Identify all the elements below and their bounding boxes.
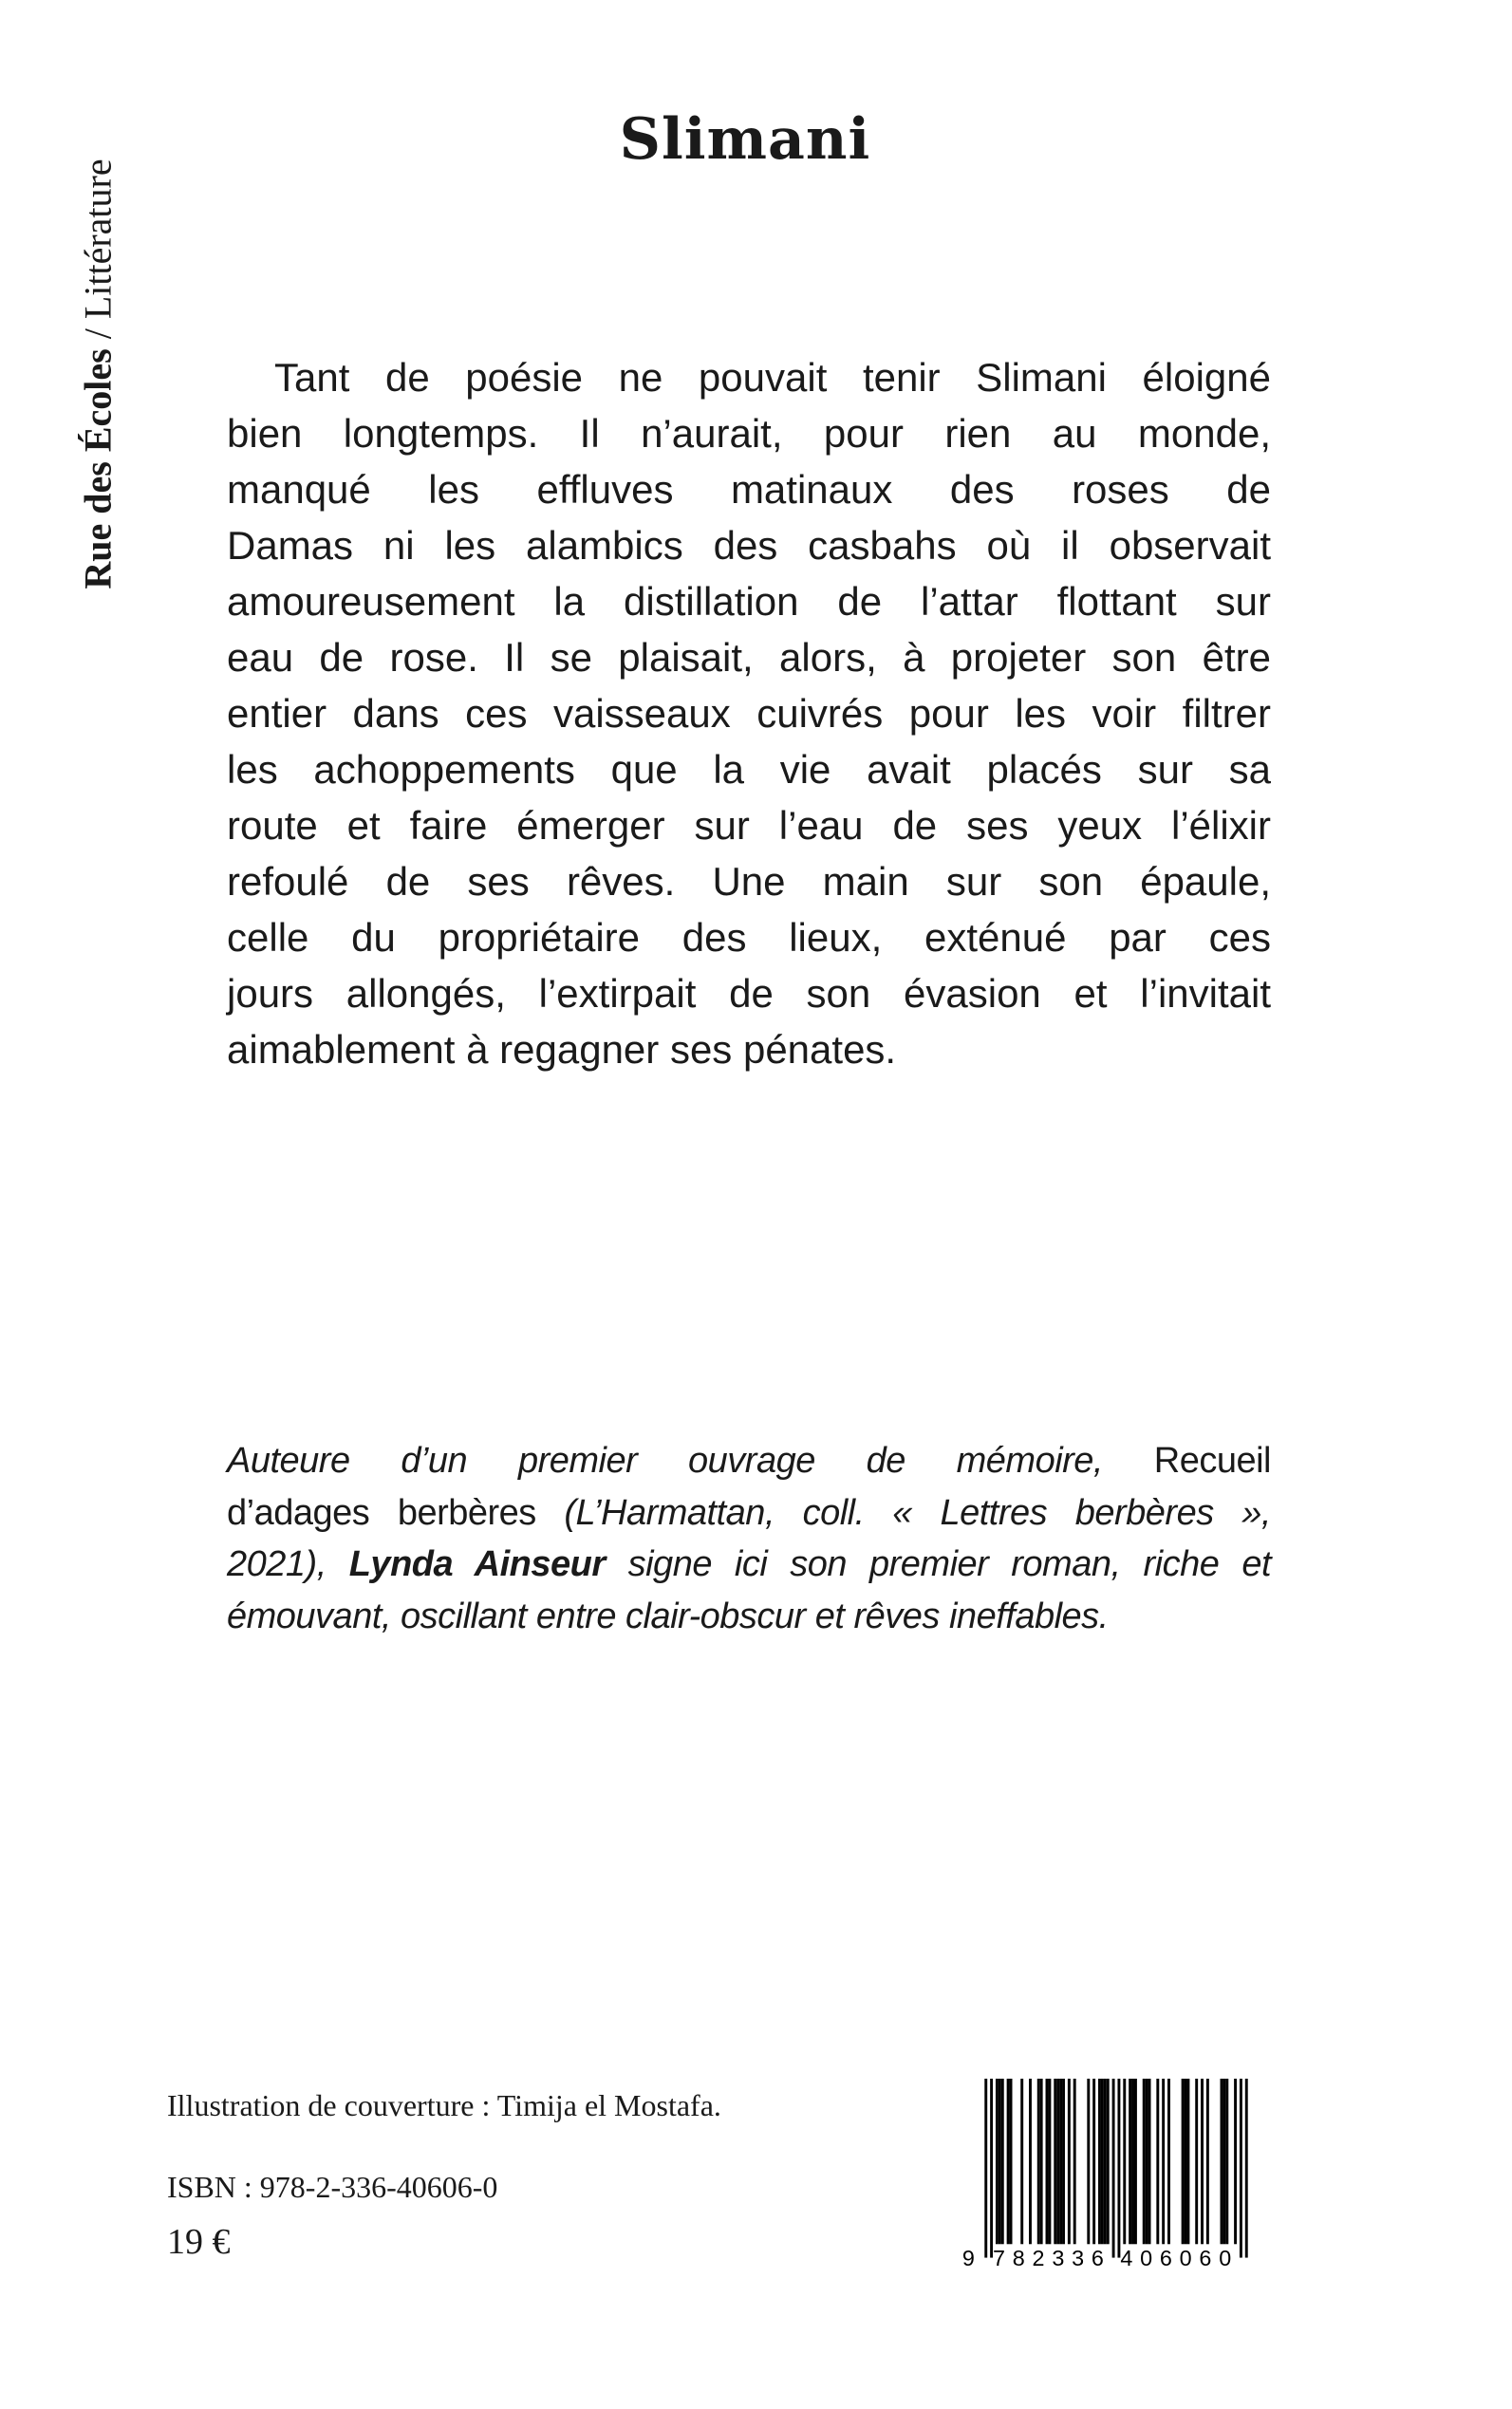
barcode-bar <box>1029 2079 1032 2244</box>
bio-text: (L’Harmattan, coll. « Lettres berbères », <box>564 1492 1271 1533</box>
barcode-bar <box>1104 2079 1107 2244</box>
bio-text: d’adages berbères <box>227 1492 565 1533</box>
barcode-bar <box>1001 2079 1004 2244</box>
barcode-bar <box>1010 2079 1013 2244</box>
isbn: ISBN : 978-2-336-40606-0 <box>167 2170 498 2204</box>
barcode-bar <box>1056 2079 1059 2244</box>
barcode-bar <box>1131 2079 1134 2244</box>
price: 19 € <box>167 2222 231 2262</box>
barcode-bar <box>1162 2079 1165 2244</box>
summary <box>227 349 1271 1077</box>
barcode <box>960 2079 1273 2269</box>
summary-line: les achoppements que la vie avait placés sur sa <box>227 747 1271 792</box>
barcode-bar <box>1040 2079 1043 2244</box>
bio-text: Auteure d’un premier ouvrage de mémoire, <box>227 1441 1103 1481</box>
barcode-right-digits: 406060 <box>1120 2246 1232 2269</box>
barcode-bar <box>1092 2079 1095 2244</box>
barcode-bar <box>1068 2079 1071 2244</box>
barcode-bar <box>1107 2079 1110 2244</box>
barcode-bar <box>1201 2079 1204 2244</box>
barcode-bar <box>1156 2079 1159 2244</box>
barcode-bar <box>1134 2079 1137 2244</box>
barcode-bar <box>1223 2079 1225 2244</box>
genre-name: Littérature <box>76 159 120 320</box>
barcode-left-digits: 782336 <box>993 2246 1104 2269</box>
barcode-bar <box>1062 2079 1065 2244</box>
barcode-bar <box>1020 2079 1023 2244</box>
book-title: Slimani <box>619 106 871 173</box>
summary-line: entier dans ces vaisseaux cuivrés pour les voir filtrer <box>227 691 1271 736</box>
summary-line: manqué les effluves matinaux des roses de <box>227 467 1271 512</box>
barcode-bar <box>1098 2079 1101 2244</box>
barcode-bar <box>990 2079 993 2258</box>
barcode-bar <box>1186 2079 1189 2244</box>
summary-line: jours allongés, l’extirpait de son évasion et l’invitait <box>227 971 1271 1016</box>
barcode-bar <box>1046 2079 1049 2244</box>
summary-line: amoureusement la distillation de l’attar flottant sur <box>227 579 1271 624</box>
barcode-bar <box>1167 2079 1170 2244</box>
summary-line: Damas ni les alambics des casbahs où il observait <box>227 523 1271 568</box>
barcode-bar <box>1037 2079 1040 2244</box>
author-name: Lynda Ainseur <box>348 1544 606 1585</box>
bio-text: émouvant, oscillant entre clair-obscur et rêves ineffables. <box>227 1597 1109 1637</box>
summary-line: Tant de poésie ne pouvait tenir Slimani éloigné <box>274 355 1271 400</box>
barcode-bar <box>1087 2079 1090 2244</box>
summary-line: refoulé de ses rêves. Une main sur son épaule, <box>227 859 1271 904</box>
barcode-bar <box>1245 2079 1248 2258</box>
barcode-bar <box>1146 2079 1148 2244</box>
bio-text: Recueil <box>1103 1441 1271 1481</box>
summary-line: bien longtemps. Il n’aurait, pour rien au monde, <box>227 411 1271 456</box>
bio-text: signe ici son premier roman, riche et <box>605 1544 1272 1585</box>
barcode-bar <box>1054 2079 1056 2244</box>
barcode-bar <box>1123 2079 1126 2244</box>
summary-line: aimablement à regagner ses pénates. <box>227 1027 897 1072</box>
barcode-bar <box>1182 2079 1185 2244</box>
barcode-bar <box>1143 2079 1146 2244</box>
barcode-bar <box>1234 2079 1237 2244</box>
summary-line: route et faire émerger sur l’eau de ses yeux l’élixir <box>227 803 1271 848</box>
barcode-bar <box>1048 2079 1051 2244</box>
barcode-bar <box>1129 2079 1131 2244</box>
barcode-bar <box>1101 2079 1104 2244</box>
author-bio <box>227 1435 1271 1643</box>
barcode-bar <box>999 2079 1001 2244</box>
barcode-bar <box>1112 2079 1115 2258</box>
spine-label <box>76 159 121 588</box>
summary-line: eau de rose. Il se plaisait, alors, à projeter son être <box>227 635 1271 680</box>
barcode-bar <box>1059 2079 1062 2244</box>
barcode-bar <box>1185 2079 1187 2244</box>
barcode-bar <box>1073 2079 1076 2244</box>
bio-text: 2021), <box>227 1544 349 1585</box>
barcode-first-digit: 9 <box>961 2246 975 2269</box>
summary-line: celle du propriétaire des lieux, exténué par ces <box>227 915 1271 960</box>
spine-separator: / <box>76 319 120 349</box>
barcode-bar <box>1221 2079 1223 2244</box>
barcode-bar <box>1117 2079 1120 2258</box>
barcode-bar <box>1206 2079 1209 2244</box>
barcode-bar <box>1007 2079 1010 2244</box>
barcode-bar <box>996 2079 999 2244</box>
barcode-bar <box>1225 2079 1228 2244</box>
illustration-credit: Illustration de couverture : Timija el Mostafa. <box>167 2088 721 2122</box>
collection-name: Rue des Écoles <box>76 348 120 589</box>
barcode-bar <box>1195 2079 1198 2244</box>
barcode-bar <box>1148 2079 1151 2244</box>
barcode-bar <box>1240 2079 1242 2258</box>
barcode-bar <box>984 2079 987 2258</box>
